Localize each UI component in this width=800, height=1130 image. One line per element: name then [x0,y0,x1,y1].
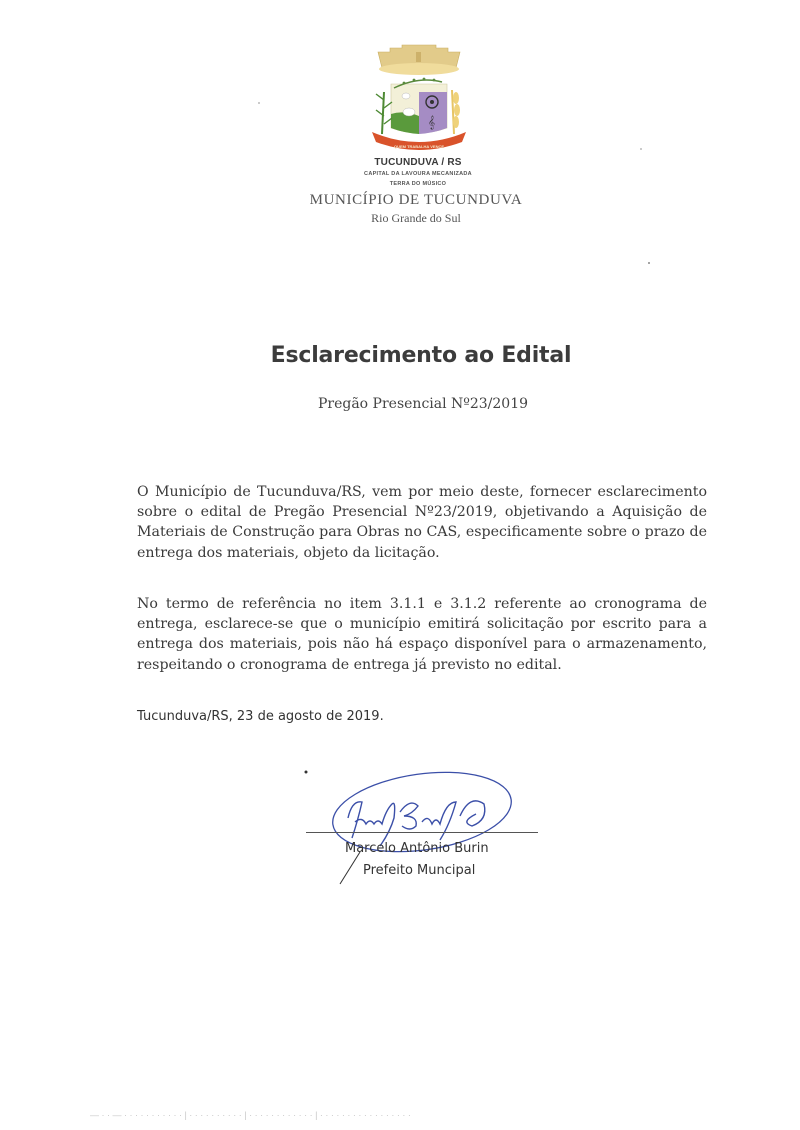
document-subtitle: Pregão Presencial Nº23/2019 [317,396,529,412]
header-state: Rio Grande do Sul [371,211,461,225]
signatory-name: Marcelo Antônio Burin [345,841,489,856]
svg-text:𝄞: 𝄞 [428,115,436,129]
paragraph-1: O Município de Tucunduva/RS, vem por meio deste, fornecer esclarecimento sobre o edital de Pregão Presencial Nº23/2019, objetivando a Aquisição de Materiais de Construção para Obras no CAS, especificamente sobre o prazo de entrega dos materiais, objeto da licitação. [137,484,707,561]
svg-text:QUEM TRABALHA VENCE: QUEM TRABALHA VENCE [393,144,445,149]
signatory-role: Prefeito Muncipal [363,863,476,878]
document-title: Esclarecimento ao Edital [270,343,572,368]
footer-address: — · · — · · · · · · · · · · · | · · · · · · · · · · | · · · · · · · · · · · · | · · · · · · · · · · · · · · · · · [90,1110,411,1120]
date-line: Tucunduva/RS, 23 de agosto de 2019. [137,709,384,724]
header-slogan-2: TERRA DO MÚSICO [389,181,447,187]
municipal-coat-of-arms-icon [364,40,474,155]
signature-line [306,832,538,833]
scan-speck [640,148,642,150]
header-slogan-1: CAPITAL DA LAVOURA MECANIZADA [364,171,472,177]
scan-speck [258,102,260,104]
header-municipality: MUNICÍPIO DE TUCUNDUVA [309,192,523,208]
scan-speck [648,262,650,264]
paragraph-2: No termo de referência no item 3.1.1 e 3.1.2 referente ao cronograma de entrega, esclarece-se que o município emitirá solicitação por escrito para a entrega dos materiais, pois não há espaço disponível para o armazenamento, respeitando o cronograma de entrega já previsto no edital. [137,596,707,673]
header-city: TUCUNDUVA / RS [374,157,462,168]
